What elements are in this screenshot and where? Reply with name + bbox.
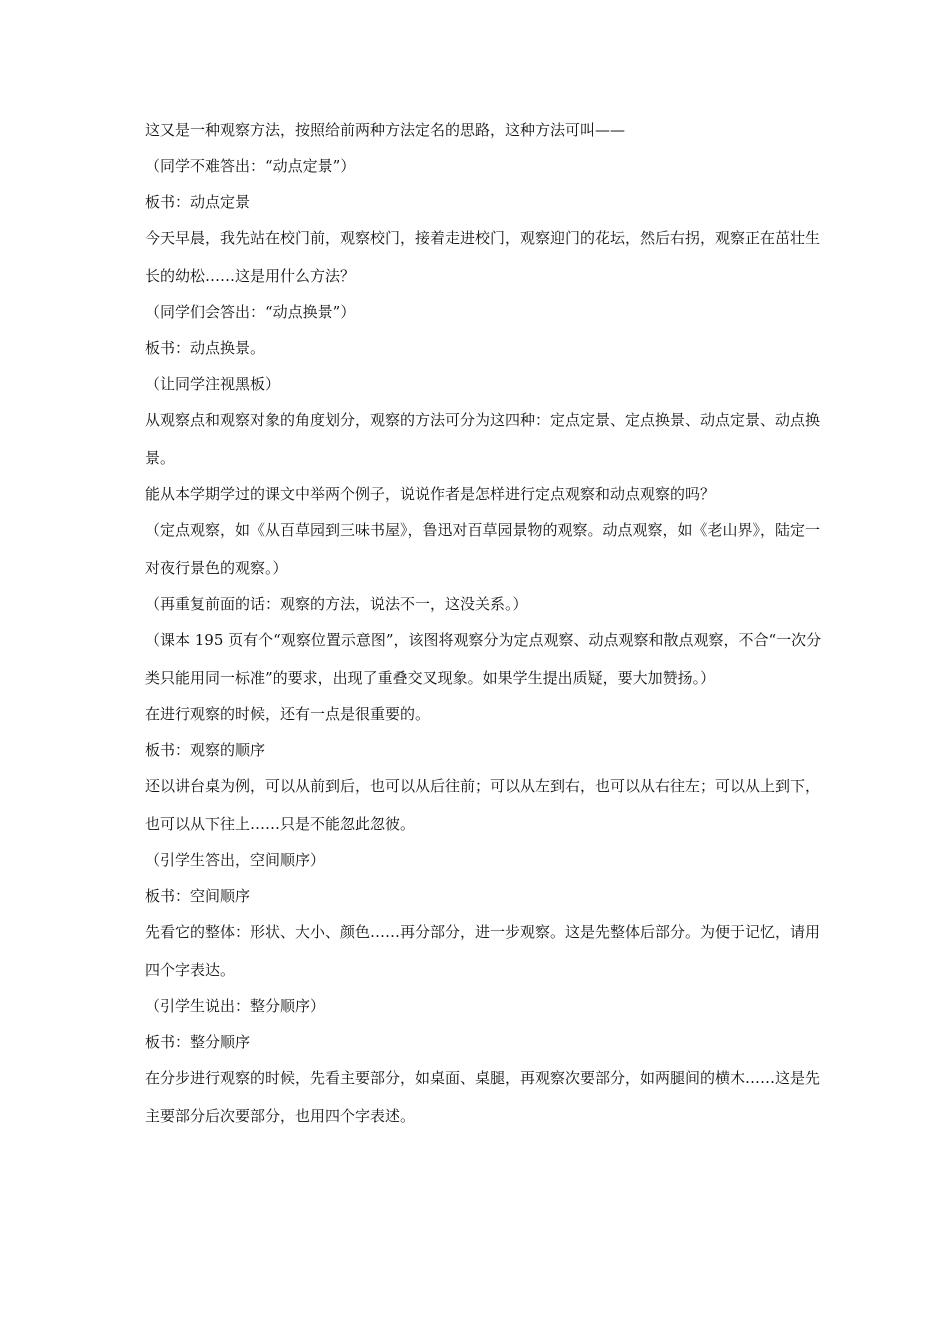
document-body (145, 121, 825, 1143)
paragraph-7: （让同学注视黑板） (145, 375, 281, 393)
paragraph-8: 从观察点和观察对象的角度划分，观察的方法可分为这四种：定点定景、定点换景、动点定景、动点换景。 (145, 411, 821, 467)
paragraph-2: （同学不难答出：“动点定景”） (145, 157, 356, 175)
paragraph-13: 在进行观察的时候，还有一点是很重要的。 (145, 705, 431, 723)
paragraph-3: 板书：动点定景 (145, 193, 251, 211)
paragraph-6: 板书：动点换景。 (145, 339, 266, 357)
paragraph-10: （定点观察，如《从百草园到三味书屋》，鲁迅对百草园景物的观察。动点观察，如《老山界》，陆定一对夜行景色的观察。） (145, 521, 821, 577)
paragraph-4: 今天早晨，我先站在校门前，观察校门，接着走进校门，观察迎门的花坛，然后右拐，观察正在茁壮生长的幼松……这是用什么方法？ (145, 229, 821, 285)
paragraph-15: 还以讲台桌为例，可以从前到后，也可以从后往前；可以从左到右，也可以从右往左；可以从上到下，也可以从下往上……只是不能忽此忽彼。 (145, 777, 821, 833)
paragraph-1: 这又是一种观察方法，按照给前两种方法定名的思路，这种方法可叫—— (145, 121, 626, 139)
paragraph-12: （课本 195 页有个“观察位置示意图”，该图将观察分为定点观察、动点观察和散点观察，不合“一次分类只能用同一标准”的要求，出现了重叠交叉现象。如果学生提出质疑，要大加赞扬。） (145, 631, 822, 687)
paragraph-17: 板书：空间顺序 (145, 887, 251, 905)
paragraph-11: （再重复前面的话：观察的方法，说法不一，这没关系。） (145, 595, 528, 613)
paragraph-16: （引学生答出，空间顺序） (145, 851, 326, 869)
paragraph-5: （同学们会答出：“动点换景”） (145, 303, 356, 321)
paragraph-19: （引学生说出：整分顺序） (145, 997, 326, 1015)
paragraph-21: 在分步进行观察的时候，先看主要部分，如桌面、桌腿，再观察次要部分，如两腿间的横木……这是先主要部分后次要部分，也用四个字表述。 (145, 1069, 821, 1125)
paragraph-14: 板书：观察的顺序 (145, 741, 266, 759)
paragraph-9: 能从本学期学过的课文中举两个例子，说说作者是怎样进行定点观察和动点观察的吗？ (145, 485, 716, 503)
paragraph-18: 先看它的整体：形状、大小、颜色……再分部分，进一步观察。这是先整体后部分。为便于记忆，请用四个字表达。 (145, 923, 821, 979)
paragraph-20: 板书：整分顺序 (145, 1033, 251, 1051)
